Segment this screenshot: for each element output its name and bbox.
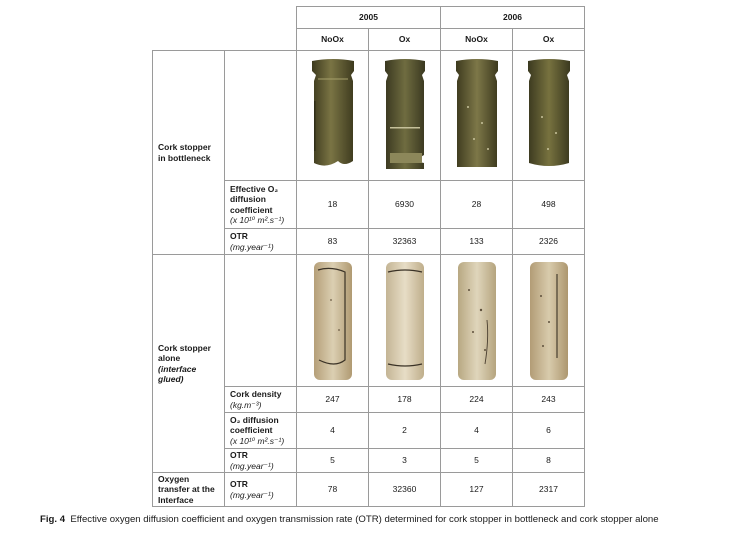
table-cell: 224 xyxy=(441,387,513,413)
param-unit: (mg.year⁻¹) xyxy=(230,489,274,500)
section-label-note: (interface glued) xyxy=(158,363,197,384)
photo-bottleneck-ox-2006 xyxy=(513,51,585,181)
table-cell: 28 xyxy=(441,181,513,229)
table-cell: 243 xyxy=(513,387,585,413)
table-cell: 32363 xyxy=(369,229,441,255)
table-cell: 2326 xyxy=(513,229,585,255)
table-cell: 3 xyxy=(369,449,441,473)
table-cell: 83 xyxy=(297,229,369,255)
figure-caption xyxy=(40,514,700,526)
photo-stopper-noox-2005 xyxy=(297,255,369,387)
cork-stopper-image xyxy=(527,260,571,382)
row-label-cork-density xyxy=(225,387,297,413)
photo-bottleneck-noox-2005 xyxy=(297,51,369,181)
table-cell: 32360 xyxy=(369,473,441,507)
section-label-bottleneck: Cork stopper in bottleneck xyxy=(153,51,225,255)
table-cell: 4 xyxy=(297,413,369,449)
condition-header-ox-2006: Ox xyxy=(513,29,585,51)
param-name: OTR xyxy=(230,231,248,242)
table-cell: 178 xyxy=(369,387,441,413)
section-label-text: Cork stopper alone xyxy=(158,342,211,364)
photo-stopper-noox-2006 xyxy=(441,255,513,387)
condition-header-ox-2005: Ox xyxy=(369,29,441,51)
cork-stopper-image xyxy=(311,260,355,382)
table-cell: 78 xyxy=(297,473,369,507)
photo-bottleneck-ox-2005 xyxy=(369,51,441,181)
param-name: O₂ diffusion coefficient xyxy=(230,414,279,436)
table-cell: 247 xyxy=(297,387,369,413)
table-cell: 5 xyxy=(297,449,369,473)
row-label-o2-diffusion xyxy=(225,413,297,449)
photo-stopper-ox-2006 xyxy=(513,255,585,387)
condition-header-noox-2005: NoOx xyxy=(297,29,369,51)
photo-stopper-ox-2005 xyxy=(369,255,441,387)
table-cell: 5 xyxy=(441,449,513,473)
param-unit: (kg.m⁻³) xyxy=(230,399,262,410)
figure-label: Fig. 4 xyxy=(40,514,66,525)
results-table xyxy=(152,6,585,507)
photo-bottleneck-noox-2006 xyxy=(441,51,513,181)
param-unit: (mg.year⁻¹) xyxy=(230,460,274,471)
param-name: OTR xyxy=(230,479,248,490)
table-cell: 6930 xyxy=(369,181,441,229)
bottleneck-glass-image xyxy=(452,57,502,175)
bottleneck-glass-image xyxy=(524,57,574,175)
param-name: OTR xyxy=(230,450,248,461)
year-header-2005: 2005 xyxy=(297,7,441,29)
row-label-effective-o2-diffusion xyxy=(225,181,297,229)
bottleneck-glass-image xyxy=(308,57,358,175)
year-header-2006: 2006 xyxy=(441,7,585,29)
cork-stopper-image xyxy=(455,260,499,382)
table-cell: 8 xyxy=(513,449,585,473)
table-cell: 127 xyxy=(441,473,513,507)
param-name: Cork density xyxy=(230,389,282,400)
bottleneck-glass-image xyxy=(380,57,430,175)
corner-blank-2 xyxy=(153,29,297,51)
section-label-interface: Oxygen transfer at the Interface xyxy=(153,473,225,507)
row-label-otr-stopper xyxy=(225,449,297,473)
table-cell: 498 xyxy=(513,181,585,229)
corner-blank xyxy=(153,7,297,29)
param-unit: (mg.year⁻¹) xyxy=(230,241,274,252)
param-name: Effective O₂ diffusion coefficient xyxy=(230,183,279,215)
section-label-stopper-alone xyxy=(153,255,225,473)
cork-stopper-image xyxy=(383,260,427,382)
row-label-otr-interface xyxy=(225,473,297,507)
row-label-otr-bottleneck xyxy=(225,229,297,255)
photo-row-label-empty xyxy=(225,51,297,181)
table-cell: 18 xyxy=(297,181,369,229)
table-cell: 4 xyxy=(441,413,513,449)
figure-caption-text: Effective oxygen diffusion coefficient and oxygen transmission rate (OTR) determined for cork stopper in bottleneck and cork stopper alone xyxy=(70,514,659,525)
param-unit: (x 10¹⁰ m².s⁻¹) xyxy=(230,435,285,446)
condition-header-noox-2006: NoOx xyxy=(441,29,513,51)
table-cell: 2317 xyxy=(513,473,585,507)
param-unit: (x 10¹⁰ m².s⁻¹) xyxy=(230,214,285,225)
table-cell: 2 xyxy=(369,413,441,449)
photo-row-label-empty xyxy=(225,255,297,387)
table-cell: 6 xyxy=(513,413,585,449)
table-cell: 133 xyxy=(441,229,513,255)
